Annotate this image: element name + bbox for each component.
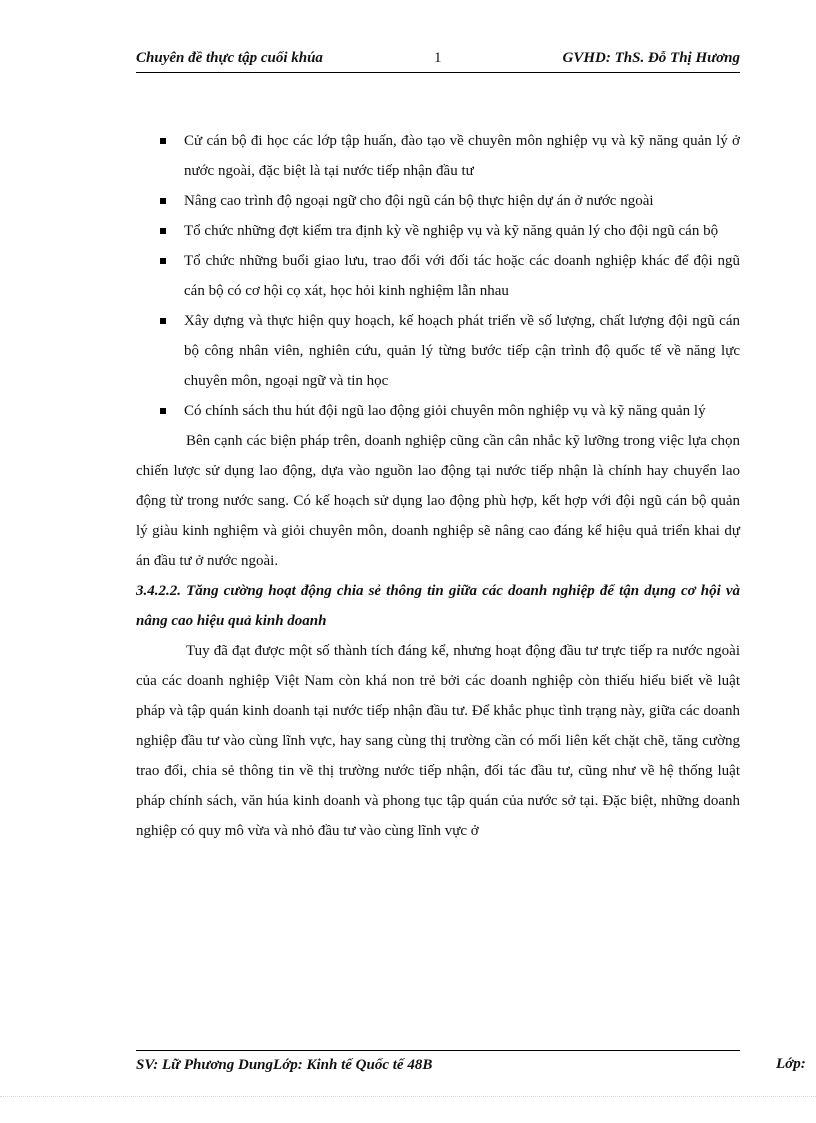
bullet-item: Xây dựng và thực hiện quy hoạch, kế hoạch phát triển về số lượng, chất lượng đội ngũ cán bộ công nhân viên, nghiên cứu, quản lý từng bước tiếp cận trình độ quốc tế về năng lực chuyên môn, ngoại ngữ và tin học xyxy=(136,306,740,396)
body-paragraph: Tuy đã đạt được một số thành tích đáng kể, nhưng hoạt động đầu tư trực tiếp ra nước ngoài của các doanh nghiệp Việt Nam còn khá non trẻ bởi các doanh nghiệp còn thiếu hiểu biết về luật pháp và tập quán kinh doanh tại nước tiếp nhận đầu tư. Để khắc phục tình trạng này, giữa các doanh nghiệp đầu tư vào cùng lĩnh vực, hay sang cùng thị trường cần có mối liên kết chặt chẽ, tăng cường trao đổi, chia sẻ thông tin về thị trường nước tiếp nhận, đối tác đầu tư, cũng như về hệ thống luật pháp chính sách, văn húa kinh doanh và phong tục tập quán của nước sở tại. Đặc biệt, những doanh nghiệp có quy mô vừa và nhỏ đầu tư vào cùng lĩnh vực ở xyxy=(136,643,740,839)
footer-student: SV: Lữ Phương DungLớp: Kinh tế Quốc tế 48B xyxy=(136,1057,433,1073)
bullet-item: Tổ chức những buổi giao lưu, trao đổi với đối tác hoặc các doanh nghiệp khác để đội ngũ cán bộ có cơ hội cọ xát, học hỏi kinh nghiệm lẫn nhau xyxy=(136,246,740,306)
page-footer xyxy=(136,1050,740,1073)
header-supervisor: GVHD: ThS. Đỗ Thị Hương xyxy=(562,50,740,66)
bullet-item: Tổ chức những đợt kiểm tra định kỳ về nghiệp vụ và kỹ năng quản lý cho đội ngũ cán bộ xyxy=(136,216,740,246)
footer-class: Lớp: xyxy=(776,1056,806,1072)
page-header xyxy=(136,46,740,73)
bullet-item: Cử cán bộ đi học các lớp tập huấn, đào tạo về chuyên môn nghiệp vụ và kỹ năng quản lý ở nước ngoài, đặc biệt là tại nước tiếp nhận đầu tư xyxy=(136,126,740,186)
body-paragraph: Bên cạnh các biện pháp trên, doanh nghiệp cũng cần cân nhắc kỹ lưỡng trong việc lựa chọn chiến lược sử dụng lao động, dựa vào nguồn lao động tại nước tiếp nhận là chính hay chuyển lao động từ trong nước sang. Có kế hoạch sử dụng lao động phù hợp, kết hợp với đội ngũ cán bộ quản lý giàu kinh nghiệm và giỏi chuyên môn, doanh nghiệp sẽ nâng cao đáng kể hiệu quả triển khai dự án đầu tư ở nước ngoài. xyxy=(136,433,740,569)
section-heading: 3.4.2.2. Tăng cường hoạt động chia sẻ thông tin giữa các doanh nghiệp để tận dụng cơ hội và nâng cao hiệu quả kinh doanh xyxy=(136,583,740,629)
header-title: Chuyên đề thực tập cuối khúa xyxy=(136,50,323,66)
page-edge-divider xyxy=(0,1096,816,1097)
page-number: 1 xyxy=(434,50,442,66)
bullet-item: Có chính sách thu hút đội ngũ lao động giỏi chuyên môn nghiệp vụ và kỹ năng quản lý xyxy=(136,396,740,426)
document-body xyxy=(136,126,740,846)
bullet-list xyxy=(136,126,740,426)
bullet-item: Nâng cao trình độ ngoại ngữ cho đội ngũ cán bộ thực hiện dự án ở nước ngoài xyxy=(136,186,740,216)
